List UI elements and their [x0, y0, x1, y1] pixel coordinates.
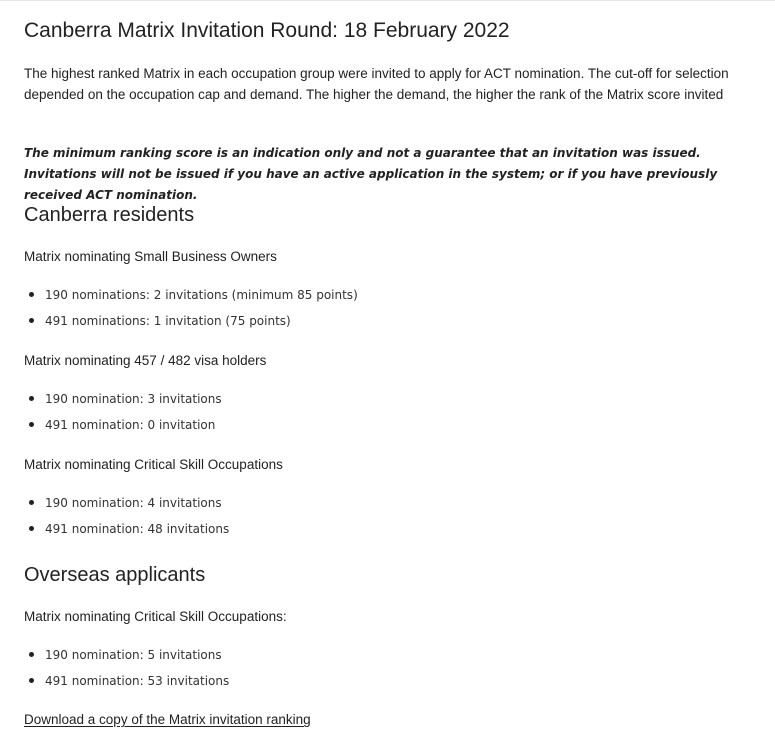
download-ranking-link[interactable]: Download a copy of the Matrix invitation ranking [24, 712, 311, 727]
bullet-icon [29, 652, 34, 657]
list-item: 190 nominations: 2 invitations (minimum 85 points) [24, 286, 358, 312]
list-visa-holders [24, 390, 222, 442]
section-heading-canberra-residents: Canberra residents [24, 204, 195, 226]
intro-paragraph: The highest ranked Matrix in each occupation group were invited to apply for ACT nomination. The cut-off for selection depended on the occupation cap and demand. The higher the demand, the higher the rank of the Matrix score invited [24, 66, 729, 102]
section-heading-overseas-applicants: Overseas applicants [24, 564, 206, 586]
list-item: 190 nomination: 3 invitations [24, 390, 222, 416]
list-item: 491 nominations: 1 invitation (75 points) [24, 312, 358, 338]
list-item: 491 nomination: 48 invitations [24, 520, 229, 546]
list-critical-skill-occupations [24, 494, 229, 546]
list-small-business-owners [24, 286, 358, 338]
list-item: 190 nomination: 4 invitations [24, 494, 229, 520]
bullet-icon [29, 318, 34, 323]
bullet-icon [29, 678, 34, 683]
list-item: 190 nomination: 5 invitations [24, 646, 229, 672]
bullet-icon [29, 396, 34, 401]
page-title: Canberra Matrix Invitation Round: 18 February 2022 [24, 19, 510, 42]
bullet-icon [29, 526, 34, 531]
group-title-visa-holders: Matrix nominating 457 / 482 visa holders [24, 353, 267, 368]
bullet-icon [29, 500, 34, 505]
bullet-icon [29, 422, 34, 427]
bullet-icon [29, 292, 34, 297]
list-overseas-critical-skill-occupations [24, 646, 229, 698]
disclaimer-note: The minimum ranking score is an indication only and not a guarantee that an invitation was issued. Invitations will not be issued if you have an active application in the system; or if you have previously received ACT nomination. [24, 146, 718, 202]
group-title-critical-skill-occupations: Matrix nominating Critical Skill Occupations [24, 457, 283, 472]
top-divider [0, 0, 775, 1]
list-item: 491 nomination: 0 invitation [24, 416, 222, 442]
group-title-small-business-owners: Matrix nominating Small Business Owners [24, 249, 277, 264]
group-title-overseas-critical-skill-occupations: Matrix nominating Critical Skill Occupations: [24, 609, 287, 624]
list-item: 491 nomination: 53 invitations [24, 672, 229, 698]
